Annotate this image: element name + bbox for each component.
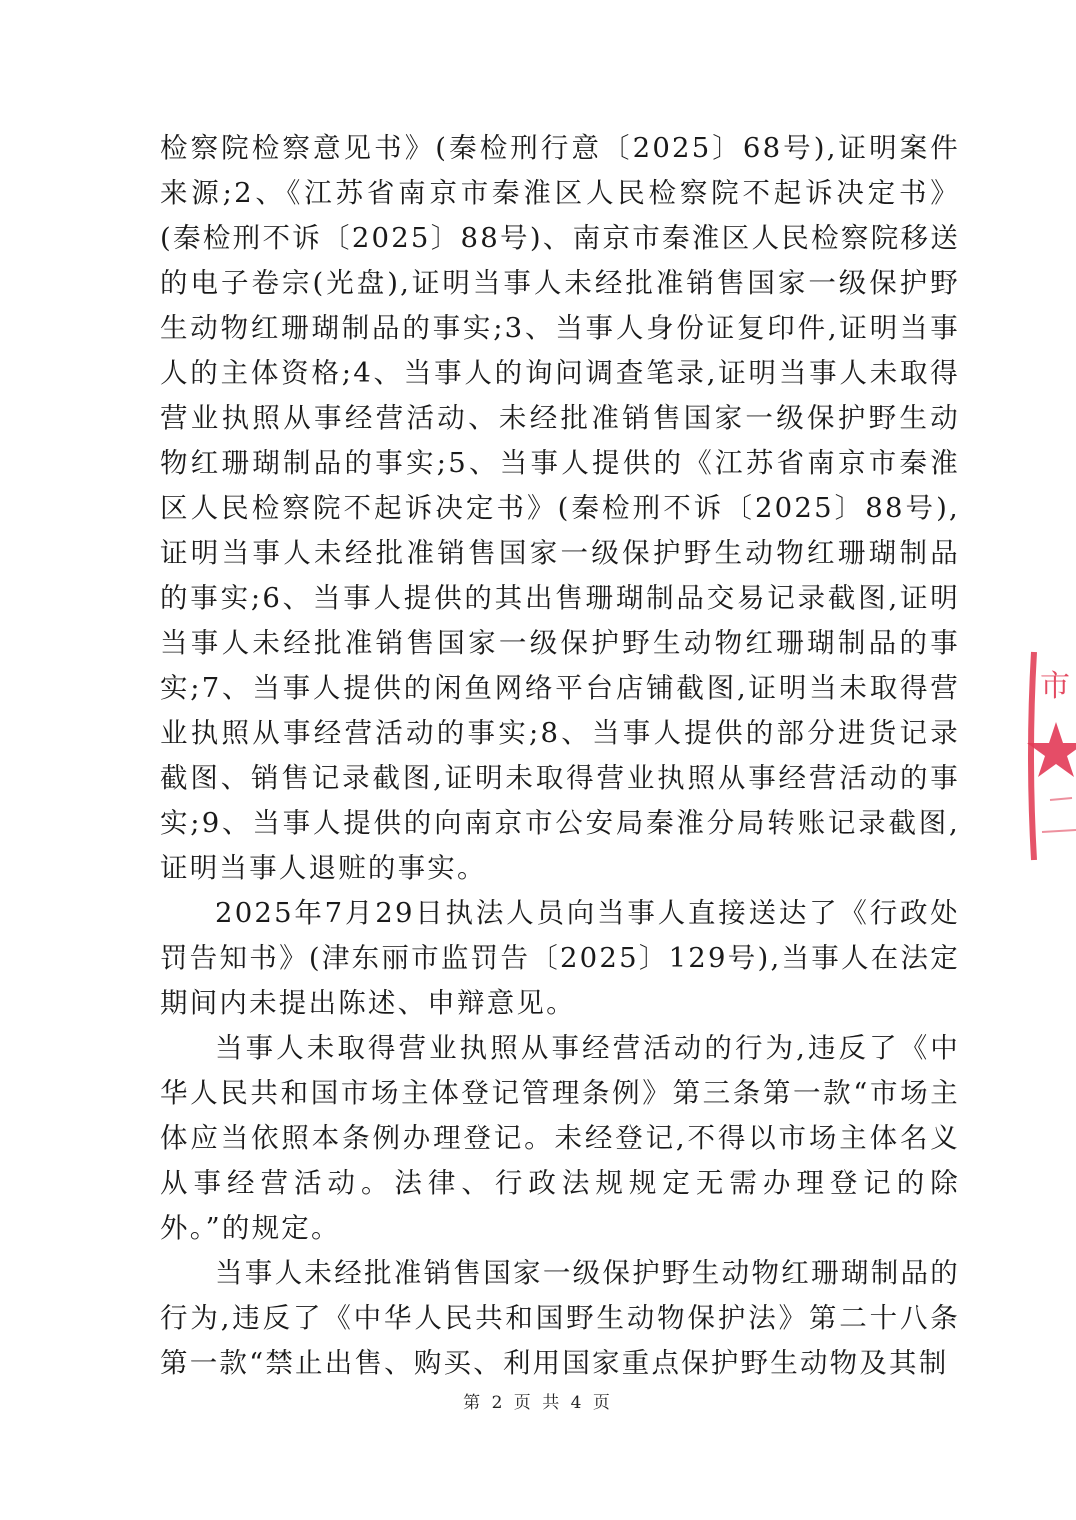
- official-seal-fragment: [1012, 640, 1076, 870]
- paragraph-violation-wildlife: 当事人未经批准销售国家一级保护野生动物红珊瑚制品的行为,违反了《中华人民共和国野生动物保护法》第二十八条第一款“禁止出售、购买、利用国家重点保护野生动物及其制: [160, 1257, 960, 1379]
- seal-icon: [1012, 640, 1076, 870]
- paragraph-violation-registration: 当事人未取得营业执照从事经营活动的行为,违反了《中华人民共和国市场主体登记管理条例》第三条第一款“市场主体应当依照本条例办理登记。未经登记,不得以市场主体名义从事经营活动。法律、行政法规规定无需办理登记的除外。”的规定。: [160, 1032, 960, 1244]
- paragraph-evidence-list: 检察院检察意见书》(秦检刑行意〔2025〕68号),证明案件来源;2、《江苏省南京市秦淮区人民检察院不起诉决定书》(秦检刑不诉〔2025〕88号)、南京市秦淮区人民检察院移送的电子卷宗(光盘),证明当事人未经批准销售国家一级保护野生动物红珊瑚制品的事实;3、当事人身份证复印件,证明当事人的主体资格;4、当事人的询问调查笔录,证明当事人未取得营业执照从事经营活动、未经批准销售国家一级保护野生动物红珊瑚制品的事实;5、当事人提供的《江苏省南京市秦淮区人民检察院不起诉决定书》(秦检刑不诉〔2025〕88号),证明当事人未经批准销售国家一级保护野生动物红珊瑚制品的事实;6、当事人提供的其出售珊瑚制品交易记录截图,证明当事人未经批准销售国家一级保护野生动物红珊瑚制品的事实;7、当事人提供的闲鱼网络平台店铺截图,证明当未取得营业执照从事经营活动的事实;8、当事人提供的部分进货记录截图、销售记录截图,证明未取得营业执照从事经营活动的事实;9、当事人提供的向南京市公安局秦淮分局转账记录截图,证明当事人退赃的事实。: [160, 132, 960, 884]
- document-body: [160, 126, 960, 1386]
- page-footer: 第 2 页 共 4 页: [463, 1393, 613, 1413]
- paragraph-notice-delivery: 2025年7月29日执法人员向当事人直接送达了《行政处罚告知书》(津东丽市监罚告〔2025〕129号),当事人在法定期间内未提出陈述、申辩意见。: [160, 897, 960, 1019]
- seal-glyph: 市: [1040, 669, 1070, 704]
